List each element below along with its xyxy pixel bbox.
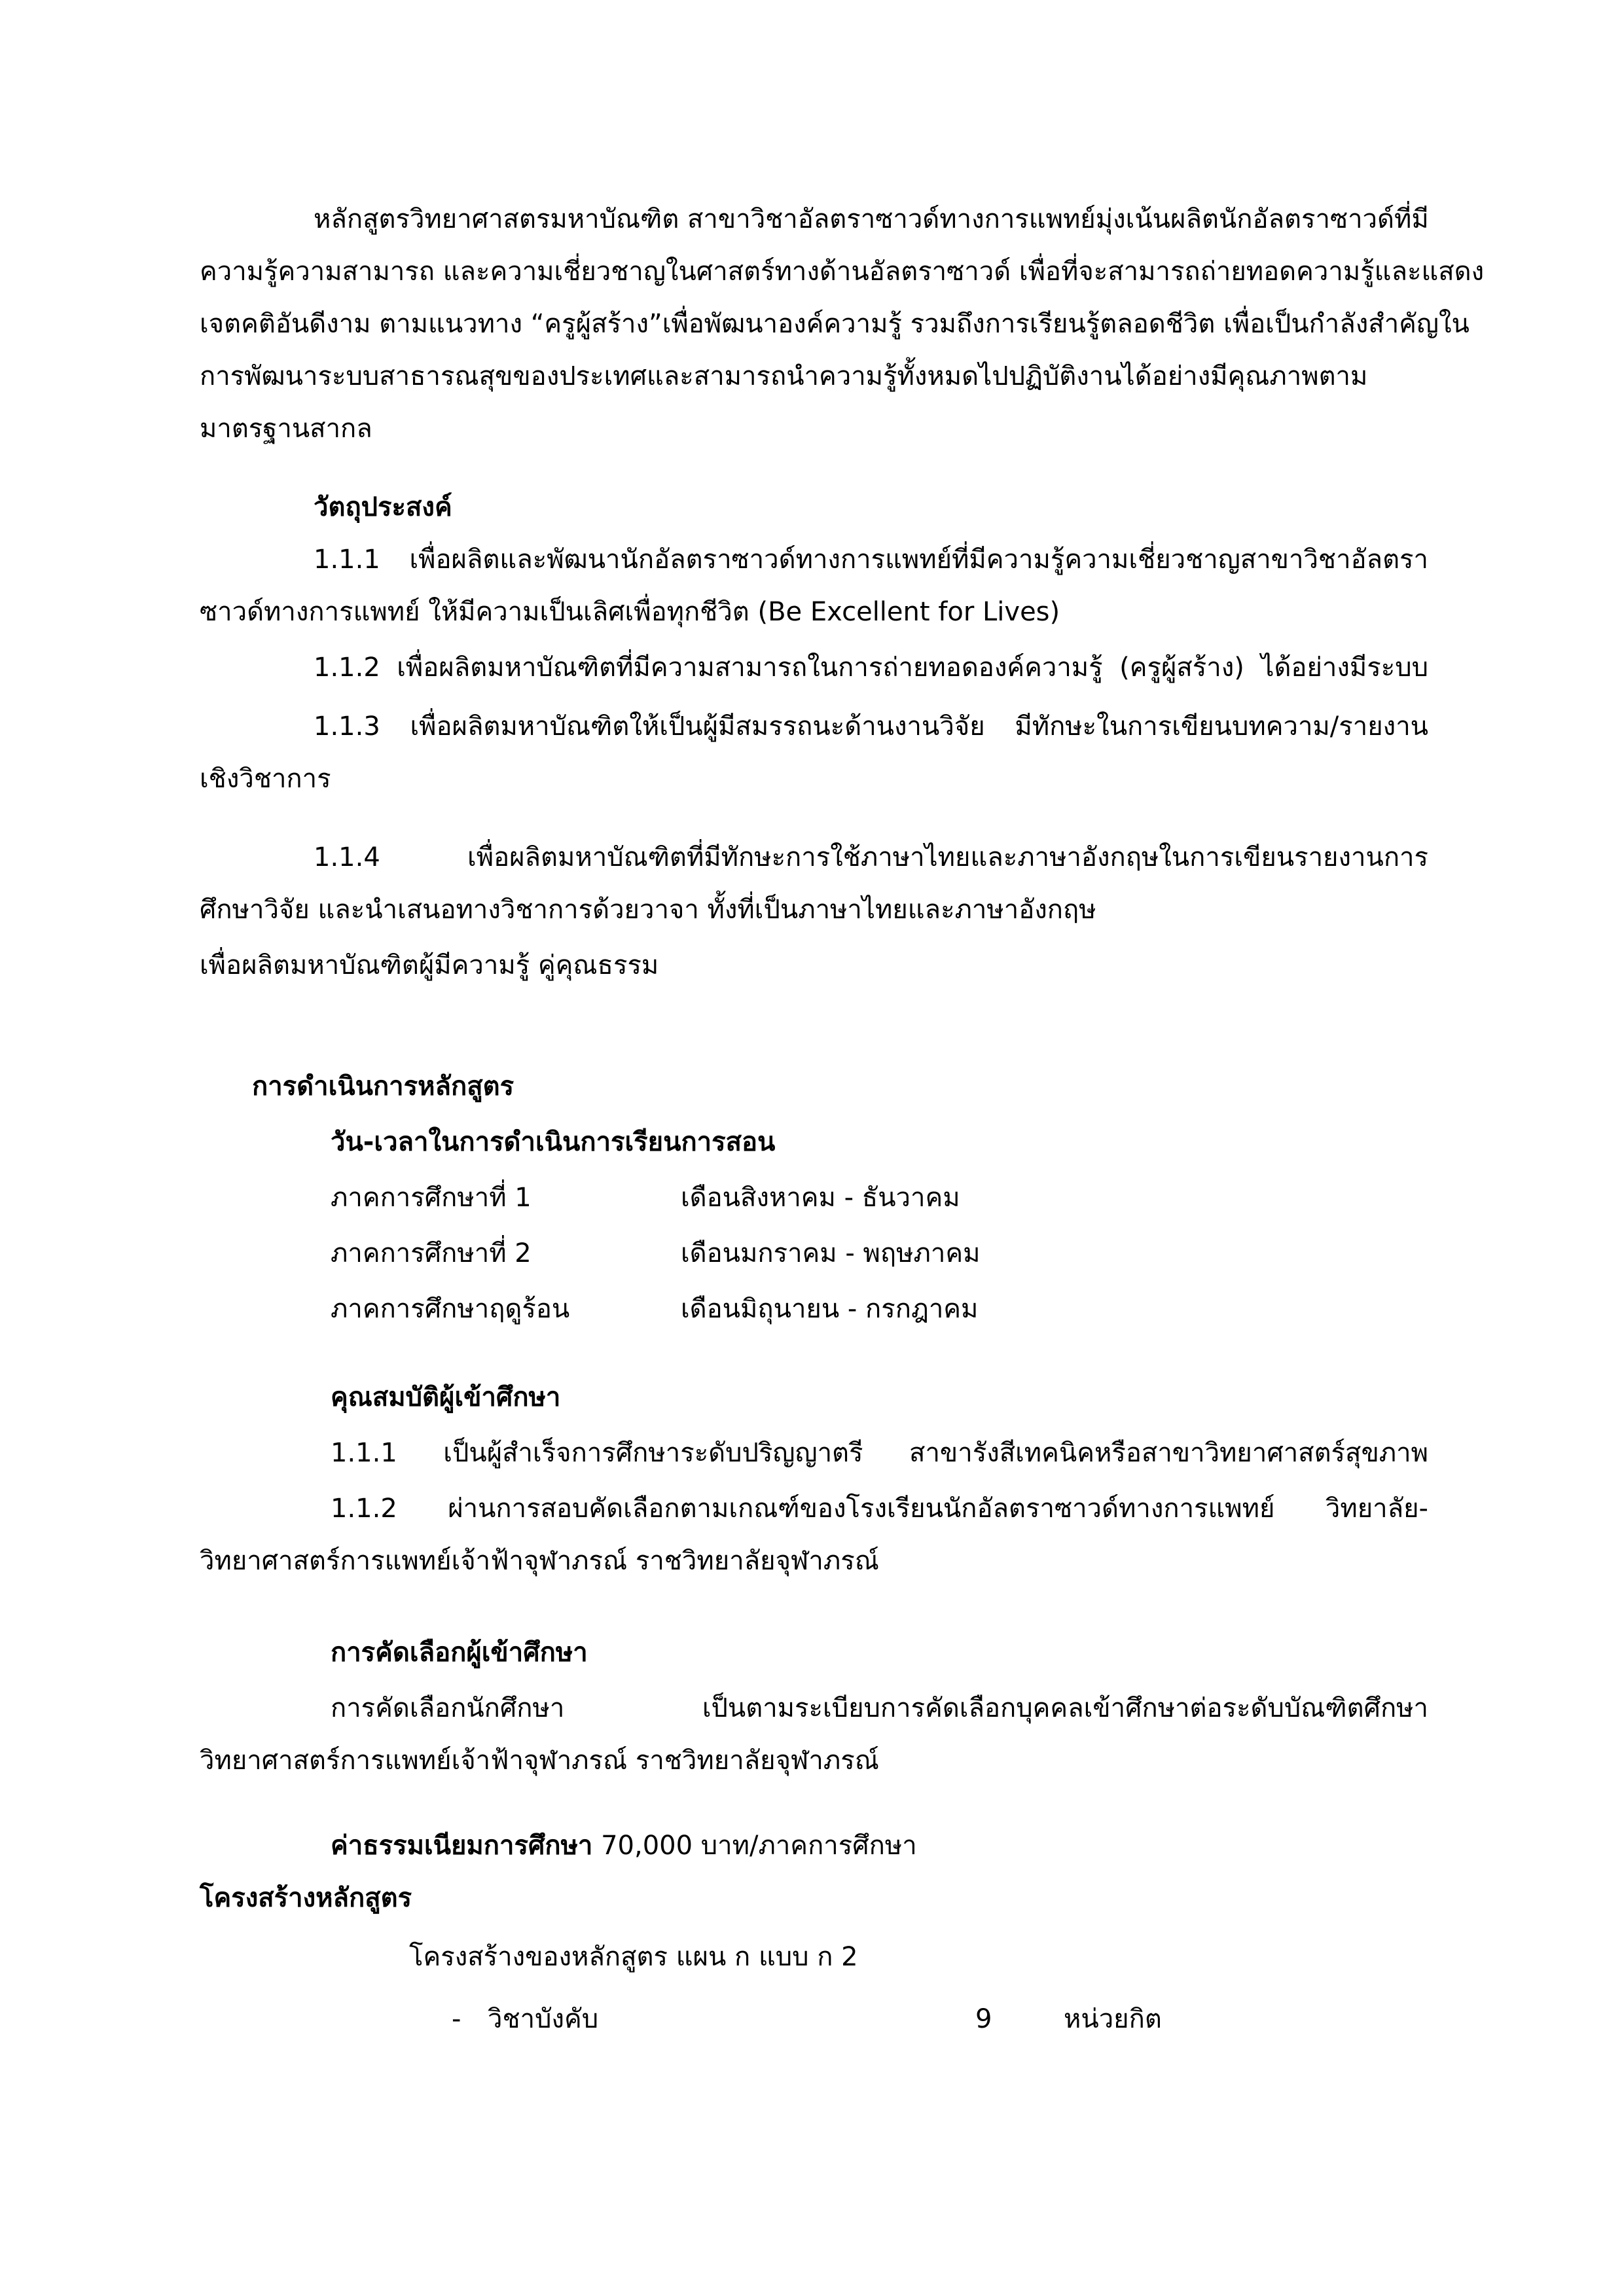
structure-heading: โครงสร้างหลักสูตร: [200, 1883, 412, 1913]
structure-item-dash: -: [452, 2004, 461, 2034]
objective-2: 1.1.2 เพื่อผลิตมหาบัณฑิตที่มีความสามารถในการถ่ายทอดองค์ความรู้ (ครูผู้สร้าง) ได้อย่างมีระบบ: [314, 653, 1428, 683]
objectives-heading: วัตถุประสงค์: [314, 492, 452, 522]
semester-summer-months: เดือนมิถุนายน - กรกฎาคม: [681, 1294, 979, 1324]
intro-line-1: หลักสูตรวิทยาศาสตรมหาบัณฑิต สาขาวิชาอัลตราซาวด์ทางการแพทย์มุ่งเน้นผลิตนักอัลตราซาวด์ที่มี: [314, 204, 1429, 234]
schedule-heading: วัน-เวลาในการดำเนินการเรียนการสอน: [331, 1127, 776, 1157]
intro-line-5: มาตรฐานสากล: [200, 414, 372, 444]
tuition-fee-value: 70,000 บาท/ภาคการศึกษา: [592, 1831, 917, 1861]
objective-4-line-1: 1.1.4 เพื่อผลิตมหาบัณฑิตที่มีทักษะการใช้ภาษาไทยและภาษาอังกฤษในการเขียนรายงานการ: [314, 842, 1428, 872]
semester-summer-name: ภาคการศึกษาฤดูร้อน: [331, 1294, 570, 1324]
intro-line-2: ความรู้ความสามารถ และความเชี่ยวชาญในศาสตร์ทางด้านอัลตราซาวด์ เพื่อที่จะสามารถถ่ายทอดความรู้และแสดง: [200, 257, 1485, 287]
semester-2-name: ภาคการศึกษาที่ 2: [331, 1238, 532, 1268]
qualifications-heading: คุณสมบัติผู้เข้าศึกษา: [331, 1382, 561, 1412]
objective-1-line-2: ซาวด์ทางการแพทย์ ให้มีความเป็นเลิศเพื่อทุกชีวิต (Be Excellent for Lives): [200, 597, 1060, 627]
selection-heading: การคัดเลือกผู้เข้าศึกษา: [331, 1638, 588, 1668]
structure-item-name: วิชาบังคับ: [488, 2004, 599, 2034]
structure-item-credits: 9: [975, 2004, 992, 2034]
objective-3-line-1: 1.1.3 เพื่อผลิตมหาบัณฑิตให้เป็นผู้มีสมรรถนะด้านงานวิจัย มีทักษะในการเขียนบทความ/รายงาน: [314, 711, 1428, 742]
structure-item-unit: หน่วยกิต: [1064, 2004, 1162, 2034]
intro-line-3: เจตคติอันดีงาม ตามแนวทาง “ครูผู้สร้าง”เพื่อพัฒนาองค์ความรู้ รวมถึงการเรียนรู้ตลอดชีวิต เพื่อเป็นกำลังสำคัญใน: [200, 309, 1470, 339]
tuition-fee-label: ค่าธรรมเนียมการศึกษา: [331, 1831, 593, 1861]
tuition-fee: [331, 1826, 917, 1865]
semester-2-months: เดือนมกราคม - พฤษภาคม: [681, 1238, 981, 1268]
intro-line-4: การพัฒนาระบบสาธารณสุขของประเทศและสามารถนำความรู้ทั้งหมดไปปฏิบัติงานได้อย่างมีคุณภาพตาม: [200, 361, 1368, 391]
selection-line-2: วิทยาศาสตร์การแพทย์เจ้าฟ้าจุฬาภรณ์ ราชวิทยาลัยจุฬาภรณ์: [200, 1746, 879, 1776]
qualification-1: 1.1.1 เป็นผู้สำเร็จการศึกษาระดับปริญญาตรี สาขารังสีเทคนิคหรือสาขาวิทยาศาสตร์สุขภาพ: [331, 1438, 1428, 1468]
operation-heading: การดำเนินการหลักสูตร: [252, 1071, 514, 1102]
semester-1-name: ภาคการศึกษาที่ 1: [331, 1183, 532, 1213]
structure-plan: โครงสร้างของหลักสูตร แผน ก แบบ ก 2: [409, 1942, 858, 1972]
semester-1-months: เดือนสิงหาคม - ธันวาคม: [681, 1183, 960, 1213]
objective-3-line-2: เชิงวิชาการ: [200, 764, 331, 794]
objective-1-line-1: 1.1.1 เพื่อผลิตและพัฒนานักอัลตราซาวด์ทางการแพทย์ที่มีความรู้ความเชี่ยวชาญสาขาวิชาอัลตรา: [314, 545, 1428, 575]
objective-5: เพื่อผลิตมหาบัณฑิตผู้มีความรู้ คู่คุณธรรม: [200, 950, 659, 980]
selection-line-1: การคัดเลือกนักศึกษา เป็นตามระเบียบการคัดเลือกบุคคลเข้าศึกษาต่อระดับบัณฑิตศึกษา: [331, 1693, 1428, 1723]
qualification-2-line-1: 1.1.2 ผ่านการสอบคัดเลือกตามเกณฑ์ของโรงเรียนนักอัลตราซาวด์ทางการแพทย์ วิทยาลัย-: [331, 1494, 1428, 1524]
objective-4-line-2: ศึกษาวิจัย และนำเสนอทางวิชาการด้วยวาจา ทั้งที่เป็นภาษาไทยและภาษาอังกฤษ: [200, 895, 1096, 925]
qualification-2-line-2: วิทยาศาสตร์การแพทย์เจ้าฟ้าจุฬาภรณ์ ราชวิทยาลัยจุฬาภรณ์: [200, 1546, 879, 1576]
